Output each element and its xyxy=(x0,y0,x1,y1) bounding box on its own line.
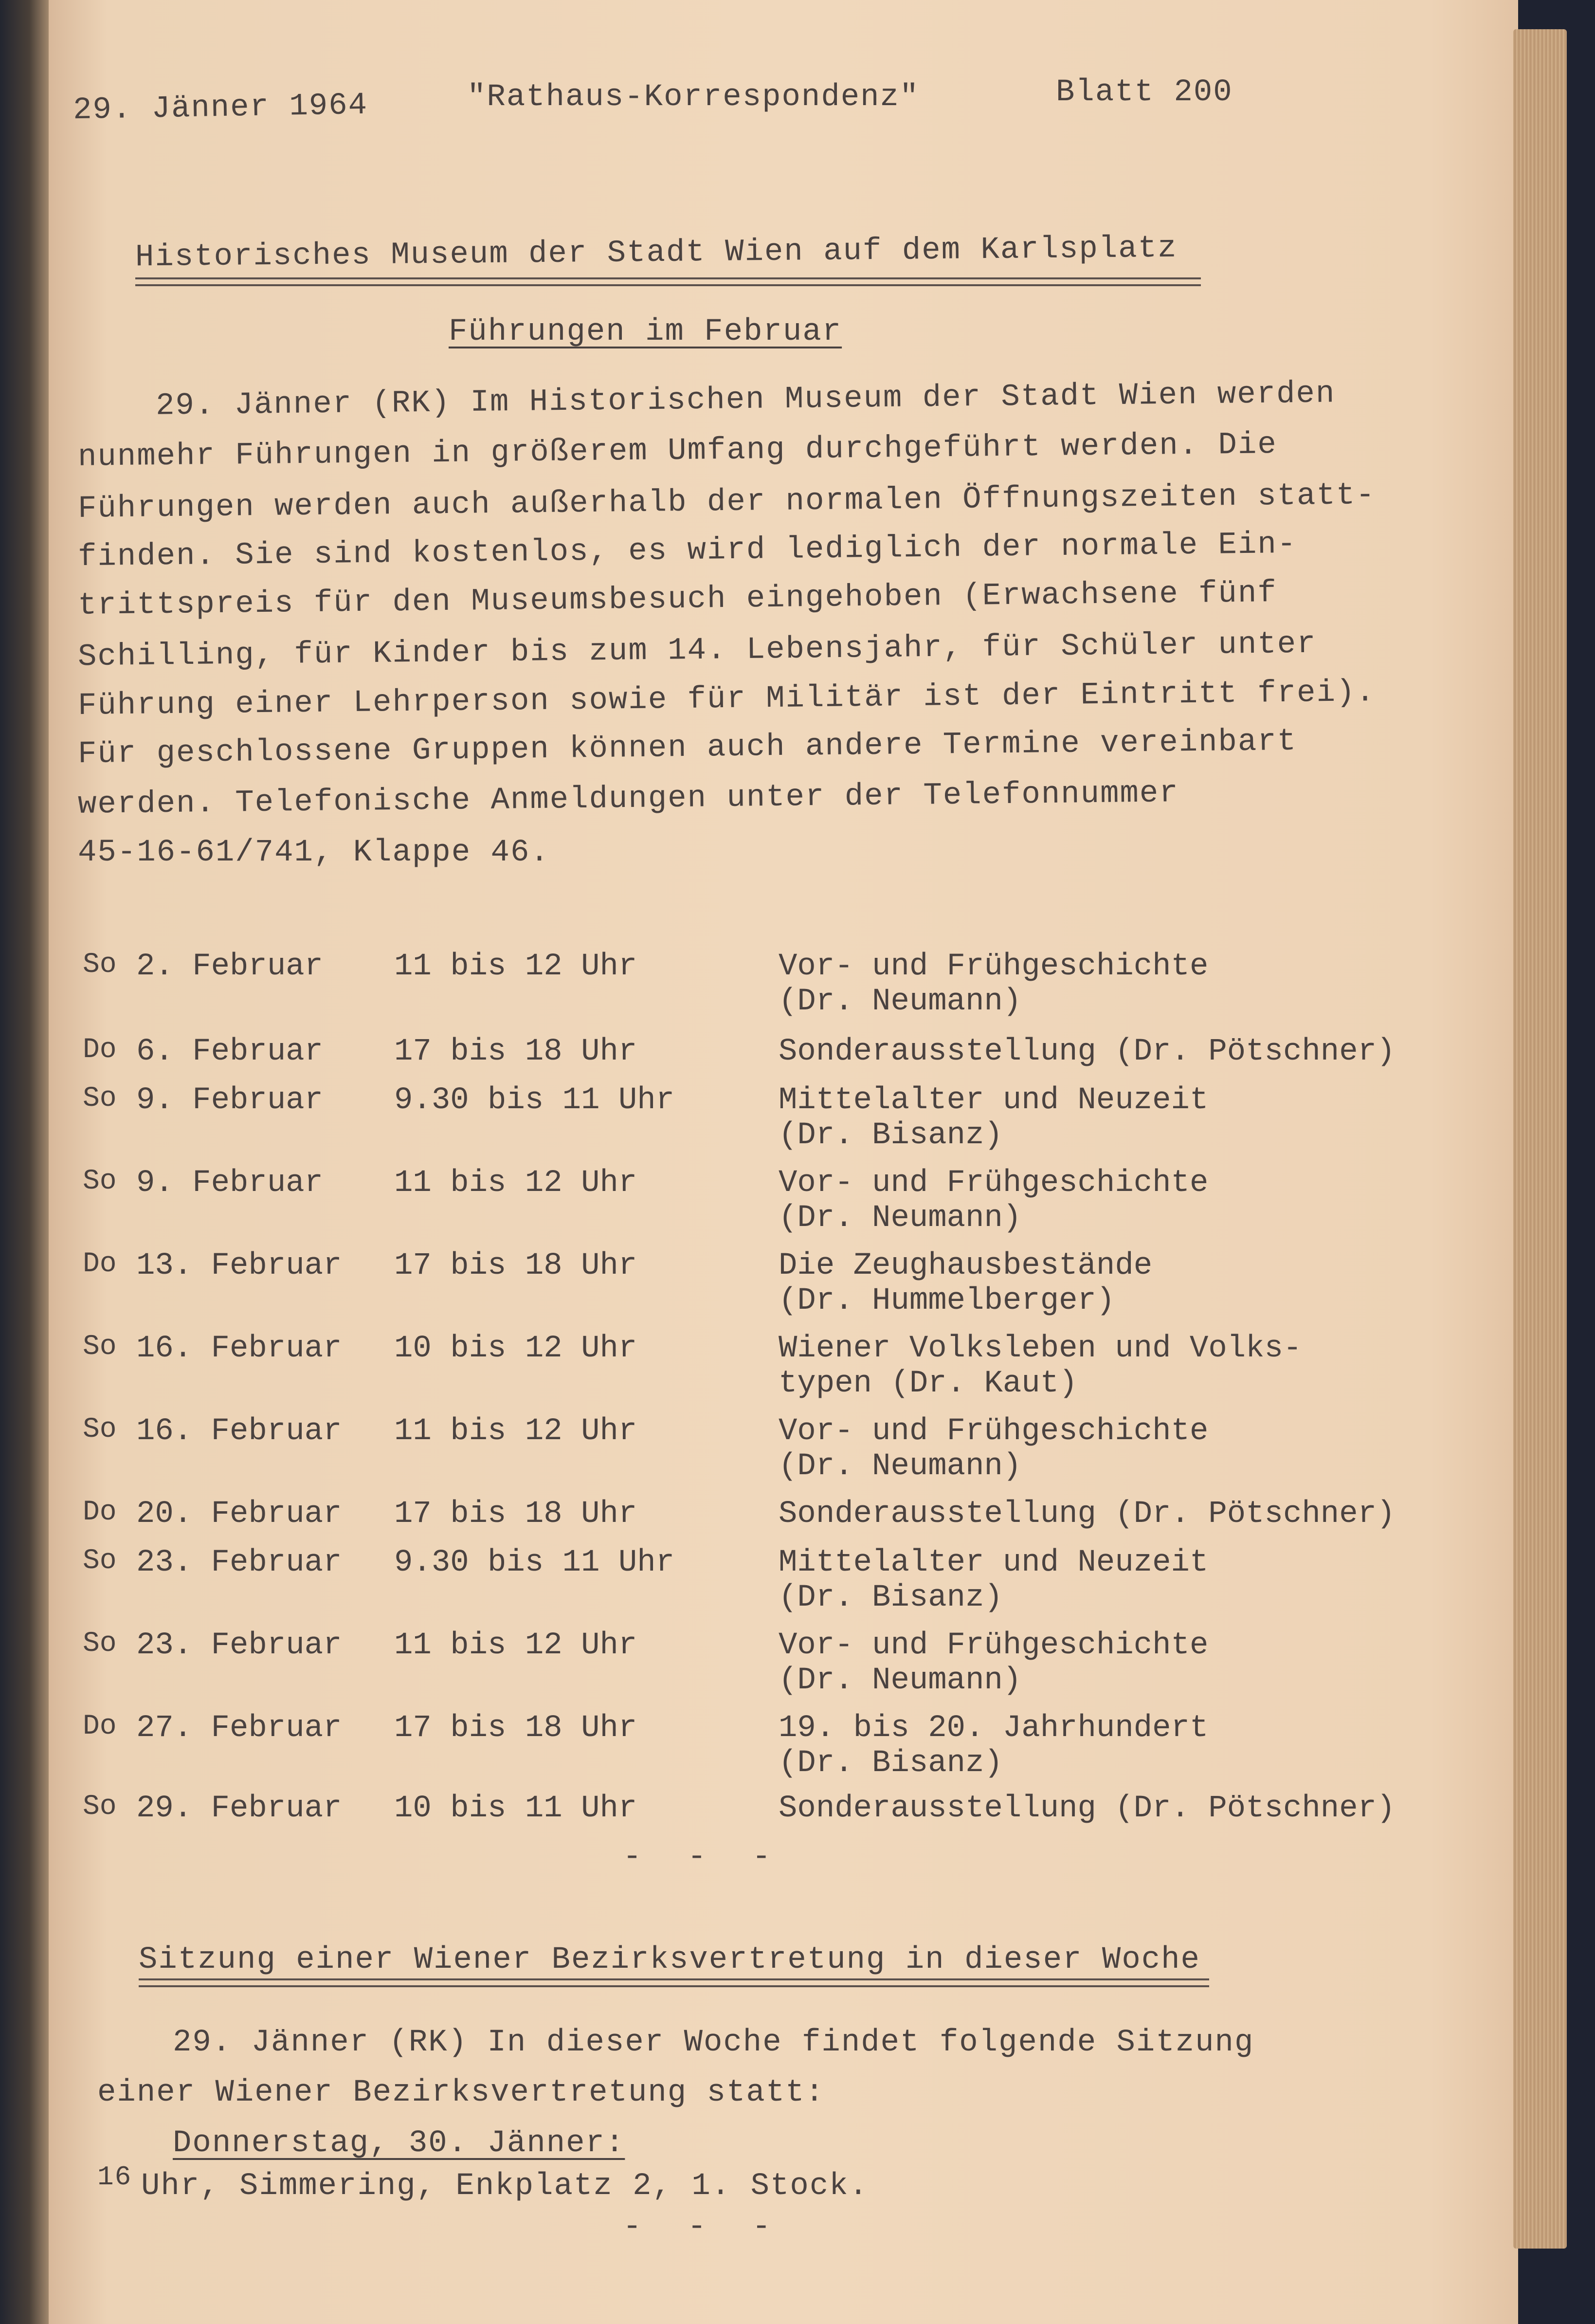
article1-title: Historisches Museum der Stadt Wien auf dem Karlsplatz xyxy=(135,231,1178,275)
schedule-row xyxy=(83,1331,1494,1409)
schedule-topic: Sonderausstellung (Dr. Pötschner) xyxy=(779,1034,1396,1069)
article1-subtitle: Führungen im Februar xyxy=(449,314,842,349)
schedule-time: 11 bis 12 Uhr xyxy=(394,949,637,984)
schedule-topic: Wiener Volksleben und Volks- xyxy=(779,1331,1302,1366)
schedule-topic: Vor- und Frühgeschichte xyxy=(779,1414,1209,1449)
schedule-topic: Vor- und Frühgeschichte xyxy=(779,949,1209,984)
schedule-day: So xyxy=(83,1628,117,1660)
schedule-time: 9.30 bis 11 Uhr xyxy=(394,1545,675,1580)
schedule-day: So xyxy=(83,1791,117,1823)
schedule-lecturer: (Dr. Neumann) xyxy=(779,1449,1022,1484)
schedule-day: So xyxy=(83,1545,117,1577)
article2-title: Sitzung einer Wiener Bezirksvertretung in dieser Woche xyxy=(139,1942,1200,1977)
schedule-date: 16. Februar xyxy=(136,1331,342,1366)
schedule-date: 27. Februar xyxy=(136,1711,342,1746)
article2-title-rule xyxy=(139,1978,1209,1987)
schedule-lecturer: (Dr. Hummelberger) xyxy=(779,1283,1115,1318)
schedule-date: 29. Februar xyxy=(136,1791,342,1826)
separator: - - - xyxy=(623,2210,785,2245)
schedule-topic: Vor- und Frühgeschichte xyxy=(779,1166,1209,1201)
schedule-topic: Sonderausstellung (Dr. Pötschner) xyxy=(779,1791,1396,1826)
schedule-row xyxy=(83,1083,1494,1161)
schedule-lecturer: (Dr. Neumann) xyxy=(779,1201,1022,1236)
schedule-time: 11 bis 12 Uhr xyxy=(394,1628,637,1663)
header-sheet: Blatt 200 xyxy=(1056,75,1233,110)
article1-line: finden. Sie sind kostenlos, es wird lediglich der normale Ein- xyxy=(77,527,1297,575)
schedule-row xyxy=(83,1628,1494,1706)
article1-line: 45-16-61/741, Klappe 46. xyxy=(78,835,550,870)
article2-hour: 16 xyxy=(97,2161,132,2193)
schedule-time: 17 bis 18 Uhr xyxy=(394,1248,637,1283)
schedule-row xyxy=(83,1545,1494,1623)
schedule-row xyxy=(83,949,1494,1027)
book-spine-left xyxy=(0,0,54,2324)
header-publication: "Rathaus-Korrespondenz" xyxy=(467,80,920,115)
schedule-time: 17 bis 18 Uhr xyxy=(394,1711,637,1746)
schedule-topic: Mittelalter und Neuzeit xyxy=(779,1545,1209,1580)
schedule-lecturer: (Dr. Neumann) xyxy=(779,984,1022,1019)
article1-line: Für geschlossene Gruppen können auch andere Termine vereinbart xyxy=(77,724,1297,772)
schedule-date: 13. Februar xyxy=(136,1248,342,1283)
schedule-row xyxy=(83,1414,1494,1492)
article1-title-rule xyxy=(135,277,1201,286)
schedule-date: 6. Februar xyxy=(136,1034,324,1069)
schedule-day: So xyxy=(83,949,117,981)
schedule-row xyxy=(83,1791,1494,1869)
article2-place: Uhr, Simmering, Enkplatz 2, 1. Stock. xyxy=(141,2169,869,2204)
schedule-time: 17 bis 18 Uhr xyxy=(394,1497,637,1532)
schedule-date: 23. Februar xyxy=(136,1545,342,1580)
schedule-topic: Die Zeughausbestände xyxy=(779,1248,1153,1283)
schedule-day: Do xyxy=(83,1497,117,1528)
schedule-topic: Sonderausstellung (Dr. Pötschner) xyxy=(779,1497,1396,1532)
schedule-time: 9.30 bis 11 Uhr xyxy=(394,1083,675,1118)
schedule-day: Do xyxy=(83,1034,117,1066)
separator: - - - xyxy=(623,1840,785,1875)
schedule-topic: Mittelalter und Neuzeit xyxy=(779,1083,1209,1118)
schedule-day: So xyxy=(83,1083,117,1115)
schedule-day: Do xyxy=(83,1711,117,1742)
article1-line: nunmehr Führungen in größerem Umfang durchgeführt werden. Die xyxy=(77,427,1278,475)
schedule-time: 10 bis 11 Uhr xyxy=(394,1791,637,1826)
background-right xyxy=(1567,0,1595,2324)
schedule-time: 10 bis 12 Uhr xyxy=(394,1331,637,1366)
schedule-topic: 19. bis 20. Jahrhundert xyxy=(779,1711,1209,1746)
schedule-date: 23. Februar xyxy=(136,1628,342,1663)
article2-line: 29. Jänner (RK) In dieser Woche findet folgende Sitzung xyxy=(173,2025,1254,2060)
schedule-day: So xyxy=(83,1414,117,1446)
schedule-topic: Vor- und Frühgeschichte xyxy=(779,1628,1209,1663)
schedule-day: So xyxy=(83,1166,117,1197)
header-date: 29. Jänner 1964 xyxy=(72,88,368,128)
article2-line: einer Wiener Bezirksvertretung statt: xyxy=(97,2075,825,2110)
schedule-lecturer: typen (Dr. Kaut) xyxy=(779,1366,1078,1401)
schedule-lecturer: (Dr. Bisanz) xyxy=(779,1746,1003,1781)
article1-line: Führung einer Lehrperson sowie für Militär ist der Eintritt frei). xyxy=(77,675,1376,724)
schedule-lecturer: (Dr. Neumann) xyxy=(779,1663,1022,1698)
schedule-date: 9. Februar xyxy=(136,1166,324,1201)
article1-line: trittspreis für den Museumsbesuch eingehoben (Erwachsene fünf xyxy=(77,576,1278,623)
article1-line: Schilling, für Kinder bis zum 14. Lebensjahr, für Schüler unter xyxy=(77,626,1317,675)
schedule-date: 16. Februar xyxy=(136,1414,342,1449)
article1-line: Führungen werden auch außerhalb der normalen Öffnungszeiten statt- xyxy=(77,478,1376,527)
schedule-time: 11 bis 12 Uhr xyxy=(394,1414,637,1449)
article1-line: werden. Telefonische Anmeldungen unter der Telefonnummer xyxy=(77,776,1179,823)
schedule-row xyxy=(83,1166,1494,1244)
schedule-time: 17 bis 18 Uhr xyxy=(394,1034,637,1069)
schedule-date: 2. Februar xyxy=(136,949,324,984)
page-edges xyxy=(1513,29,1567,2249)
schedule-time: 11 bis 12 Uhr xyxy=(394,1166,637,1201)
schedule-day: So xyxy=(83,1331,117,1363)
schedule-lecturer: (Dr. Bisanz) xyxy=(779,1118,1003,1153)
schedule-lecturer: (Dr. Bisanz) xyxy=(779,1580,1003,1615)
article2-day: Donnerstag, 30. Jänner: xyxy=(173,2126,625,2161)
schedule-day: Do xyxy=(83,1248,117,1280)
schedule-date: 20. Februar xyxy=(136,1497,342,1532)
schedule-row xyxy=(83,1711,1494,1789)
article1-line: 29. Jänner (RK) Im Historischen Museum der Stadt Wien werden xyxy=(155,376,1336,424)
schedule-row xyxy=(83,1248,1494,1326)
schedule-date: 9. Februar xyxy=(136,1083,324,1118)
